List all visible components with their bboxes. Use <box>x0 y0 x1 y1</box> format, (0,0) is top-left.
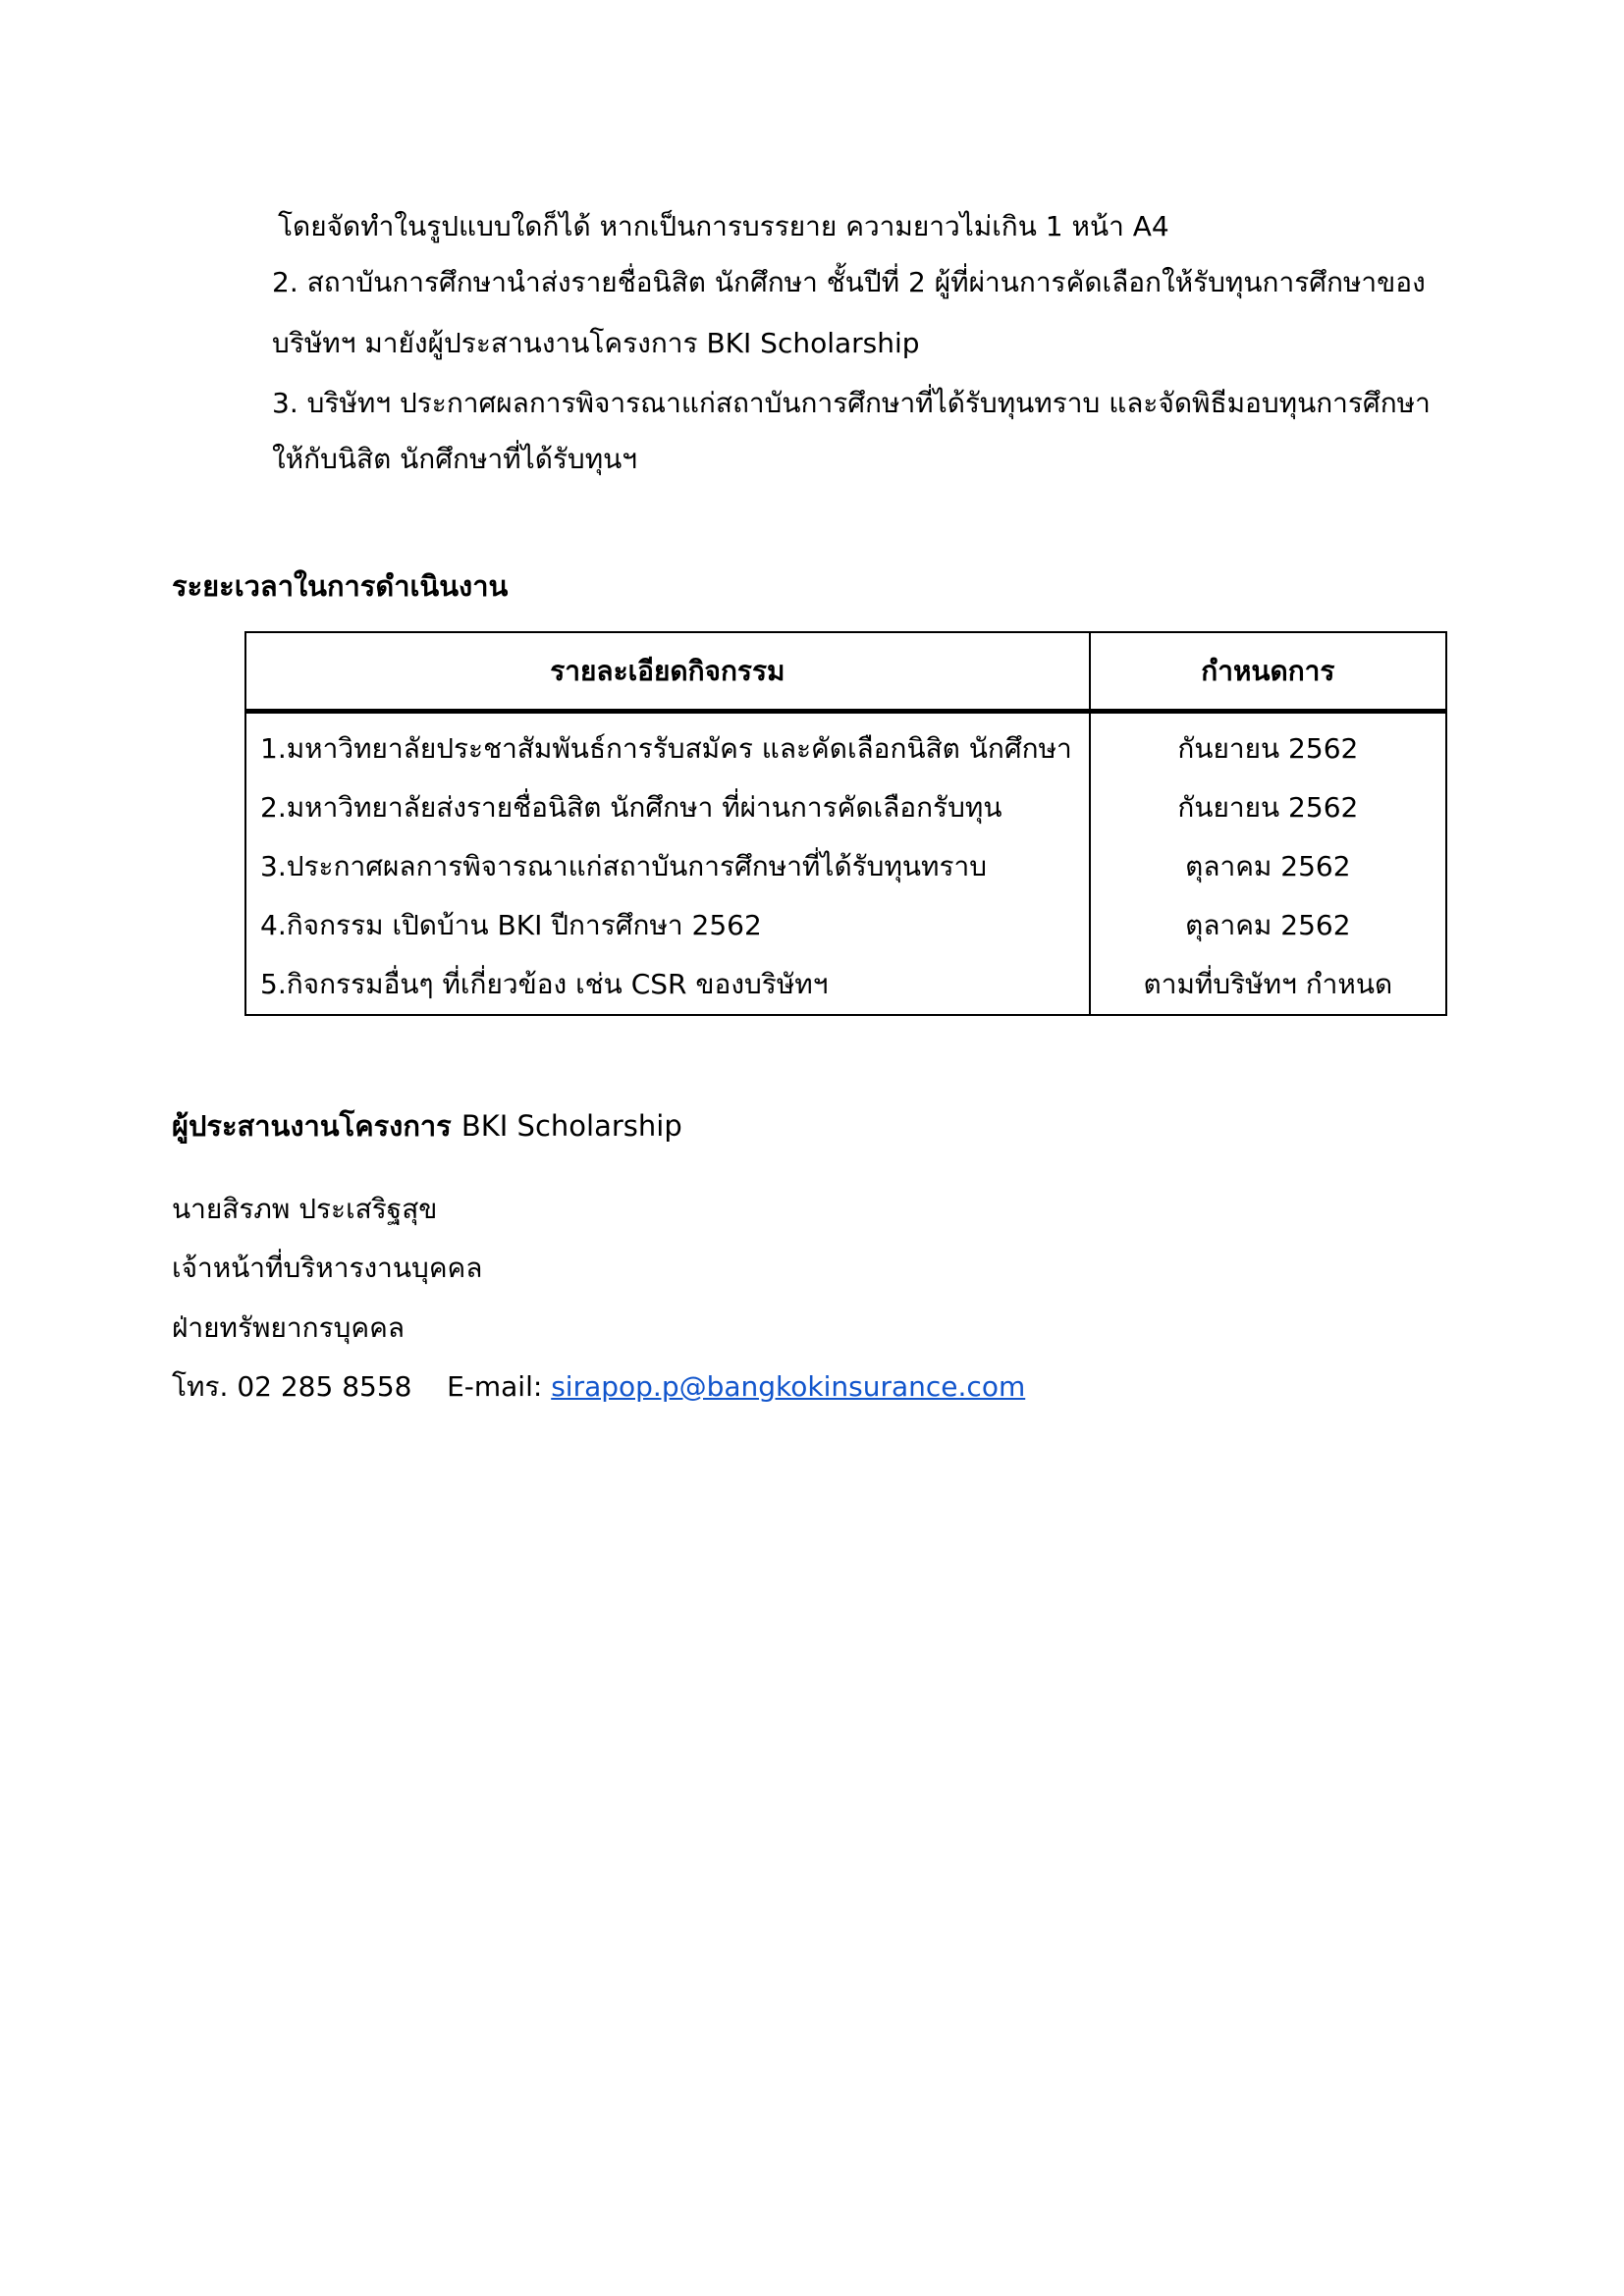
table-row <box>245 712 1446 779</box>
activity-cell: 2.มหาวิทยาลัยส่งรายชื่อนิสิต นักศึกษา ที่ผ่านการคัดเลือกรับทุน <box>245 778 1090 837</box>
intro-line-4: 3. บริษัทฯ ประกาศผลการพิจารณาแก่สถาบันการศึกษาที่ได้รับทุนทราบ และจัดพิธีมอบทุนการศึกษา <box>272 387 1431 419</box>
intro-line-2: 2. สถาบันการศึกษานำส่งรายชื่อนิสิต นักศึกษา ชั้นปีที่ 2 ผู้ที่ผ่านการคัดเลือกให้รับทุนการศึกษาของ <box>272 266 1426 298</box>
column-header-activity: รายละเอียดกิจกรรม <box>245 632 1090 712</box>
intro-line-3: บริษัทฯ มายังผู้ประสานงานโครงการ BKI Scholarship <box>272 327 920 359</box>
coordinator-contact <box>172 1367 1025 1407</box>
schedule-table <box>244 631 1447 1016</box>
coordinator-name: นายสิรภพ ประเสริฐสุข <box>172 1193 438 1225</box>
column-header-date: กำหนดการ <box>1090 632 1446 712</box>
timeline-heading: ระยะเวลาในการดำเนินงาน <box>172 569 509 603</box>
coordinator-heading-bold: ผู้ประสานงานโครงการ <box>172 1109 452 1143</box>
coordinator-position: เจ้าหน้าที่บริหารงานบุคคล <box>172 1252 483 1284</box>
table-row <box>245 778 1446 837</box>
activity-cell: 3.ประกาศผลการพิจารณาแก่สถาบันการศึกษาที่ได้รับทุนทราบ <box>245 837 1090 896</box>
date-cell: กันยายน 2562 <box>1090 778 1446 837</box>
email-link[interactable]: sirapop.p@bangkokinsurance.com <box>551 1370 1026 1403</box>
intro-line-5: ให้กับนิสิต นักศึกษาที่ได้รับทุนฯ <box>272 443 638 475</box>
table-row <box>245 896 1446 955</box>
table-row <box>245 955 1446 1015</box>
coordinator-heading <box>172 1106 682 1146</box>
date-cell: ตุลาคม 2562 <box>1090 837 1446 896</box>
date-cell: กันยายน 2562 <box>1090 712 1446 779</box>
date-cell: ตุลาคม 2562 <box>1090 896 1446 955</box>
schedule-header-row <box>245 632 1446 712</box>
activity-cell: 4.กิจกรรม เปิดบ้าน BKI ปีการศึกษา 2562 <box>245 896 1090 955</box>
phone-number: โทร. 02 285 8558 <box>172 1370 412 1403</box>
intro-line-1: โดยจัดทำในรูปแบบใดก็ได้ หากเป็นการบรรยาย ความยาวไม่เกิน 1 หน้า A4 <box>278 210 1169 242</box>
date-cell: ตามที่บริษัทฯ กำหนด <box>1090 955 1446 1015</box>
email-label: E-mail: <box>447 1370 543 1403</box>
activity-cell: 1.มหาวิทยาลัยประชาสัมพันธ์การรับสมัคร และคัดเลือกนิสิต นักศึกษา <box>245 712 1090 779</box>
coordinator-department: ฝ่ายทรัพยากรบุคคล <box>172 1311 406 1344</box>
activity-cell: 5.กิจกรรมอื่นๆ ที่เกี่ยวข้อง เช่น CSR ของบริษัทฯ <box>245 955 1090 1015</box>
table-row <box>245 837 1446 896</box>
coordinator-heading-program: BKI Scholarship <box>460 1109 682 1143</box>
